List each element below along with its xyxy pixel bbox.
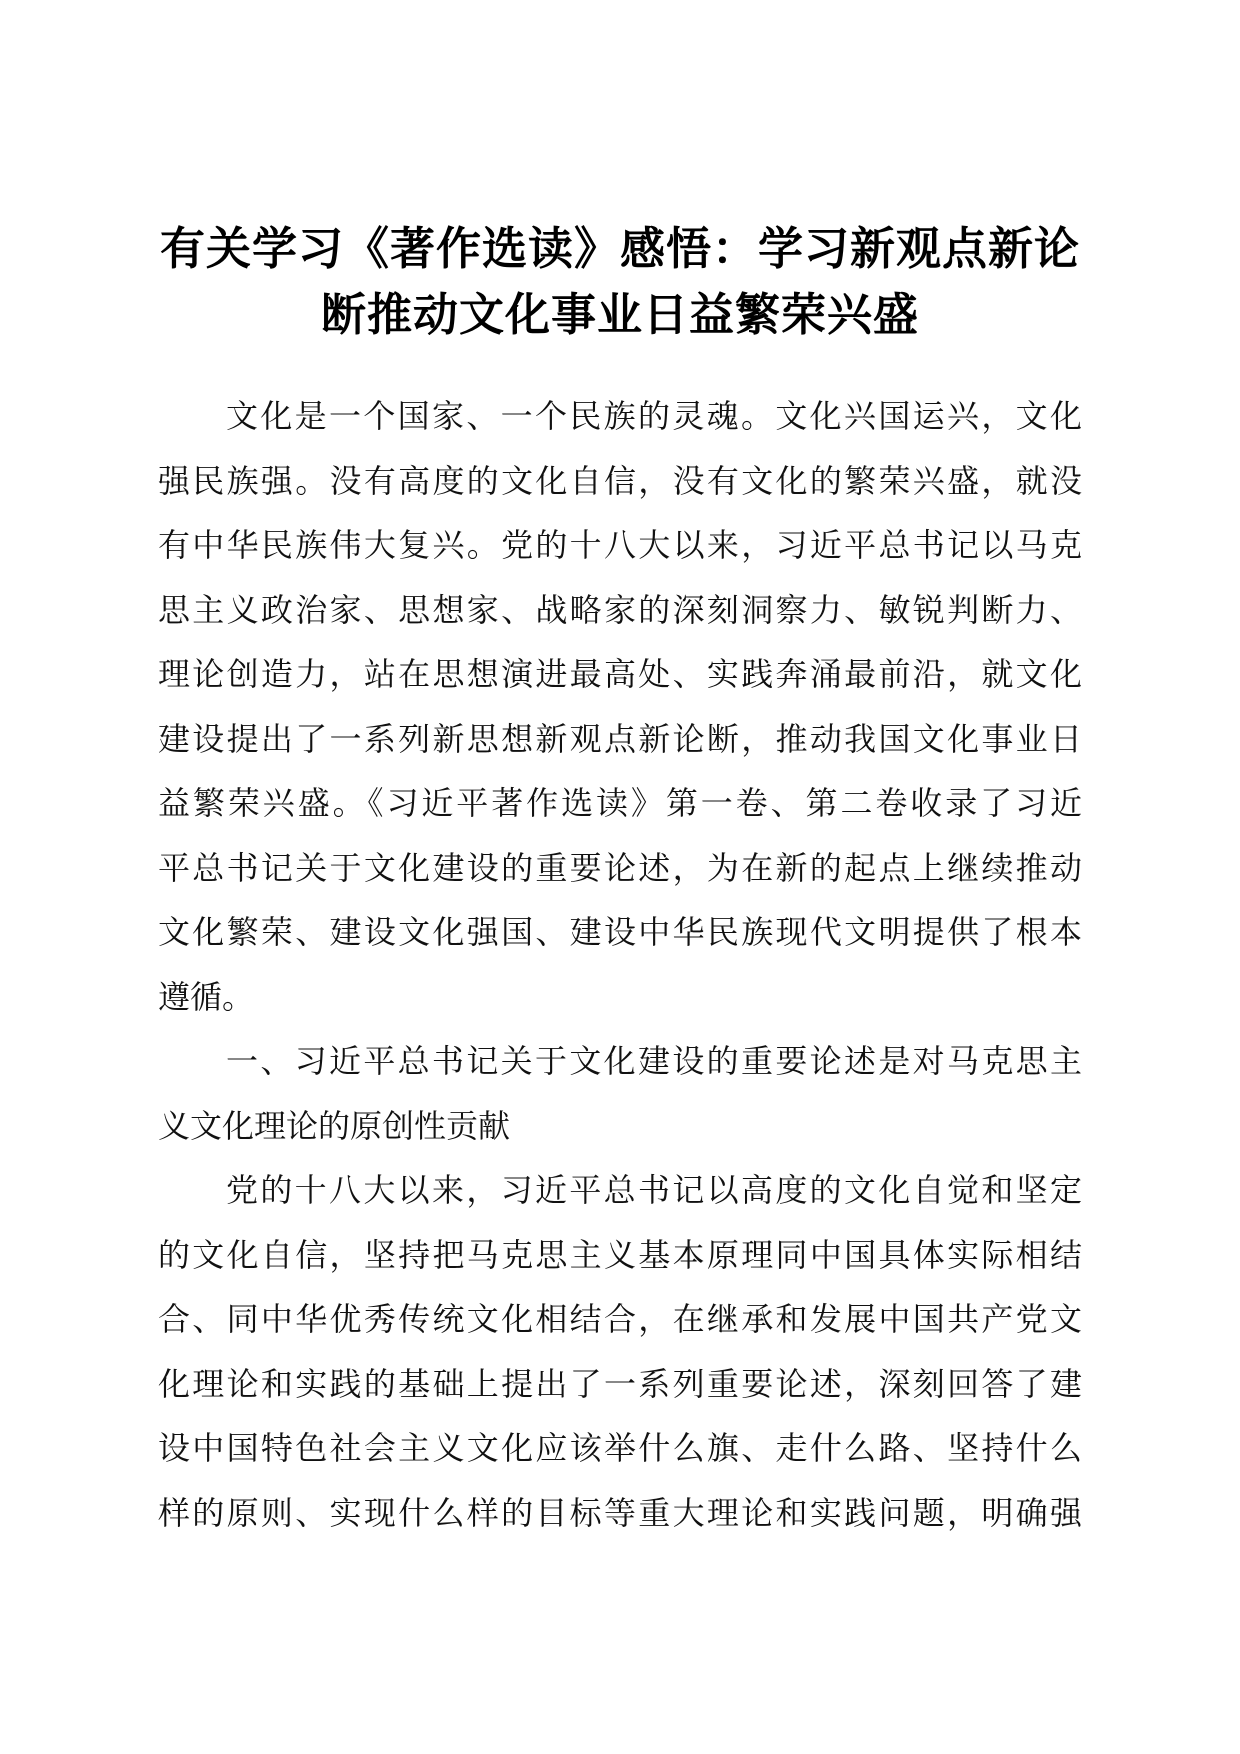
paragraph-line: 遵循。 [158, 977, 255, 1016]
paragraph-line: 合、同中华优秀传统文化相结合，在继承和发展中国共产党文 [158, 1300, 1082, 1338]
paragraph-line: 文化是一个国家、一个民族的灵魂。文化兴国运兴，文化 [226, 397, 1082, 435]
title-line: 有关学习《著作选读》感悟：学习新观点新论 [159, 222, 1080, 275]
paragraph-line: 强民族强。没有高度的文化自信，没有文化的繁荣兴盛，就没 [158, 461, 1082, 500]
document-body [158, 384, 1082, 1545]
paragraph-intro [158, 384, 1082, 1029]
paragraph-line: 样的原则、实现什么样的目标等重大理论和实践问题，明确强 [158, 1493, 1082, 1532]
document-title [150, 216, 1090, 348]
paragraph-line: 理论创造力，站在思想演进最高处、实践奔涌最前沿，就文化 [158, 655, 1082, 693]
paragraph-line: 化理论和实践的基础上提出了一系列重要论述，深刻回答了建 [158, 1364, 1082, 1403]
paragraph-line: 思主义政治家、思想家、战略家的深刻洞察力、敏锐判断力、 [158, 590, 1082, 629]
paragraph-line: 的文化自信，坚持把马克思主义基本原理同中国具体实际相结 [158, 1235, 1082, 1274]
title-line: 断推动文化事业日益繁荣兴盛 [320, 288, 919, 341]
heading-line: 义文化理论的原创性贡献 [158, 1106, 511, 1145]
paragraph-line: 建设提出了一系列新思想新观点新论断，推动我国文化事业日 [158, 719, 1082, 758]
heading-line: 一、习近平总书记关于文化建设的重要论述是对马克思主 [226, 1042, 1082, 1080]
paragraph-section-1 [158, 1158, 1082, 1545]
paragraph-line: 有中华民族伟大复兴。党的十八大以来，习近平总书记以马克 [158, 526, 1082, 564]
paragraph-line: 益繁荣兴盛。《习近平著作选读》第一卷、第二卷收录了习近 [158, 784, 1082, 822]
paragraph-line: 设中国特色社会主义文化应该举什么旗、走什么路、坚持什么 [158, 1429, 1082, 1467]
paragraph-line: 党的十八大以来，习近平总书记以高度的文化自觉和坚定 [226, 1171, 1082, 1209]
paragraph-line: 文化繁荣、建设文化强国、建设中华民族现代文明提供了根本 [158, 913, 1082, 951]
section-heading-1 [158, 1029, 1082, 1158]
paragraph-line: 平总书记关于文化建设的重要论述，为在新的起点上继续推动 [158, 848, 1082, 887]
